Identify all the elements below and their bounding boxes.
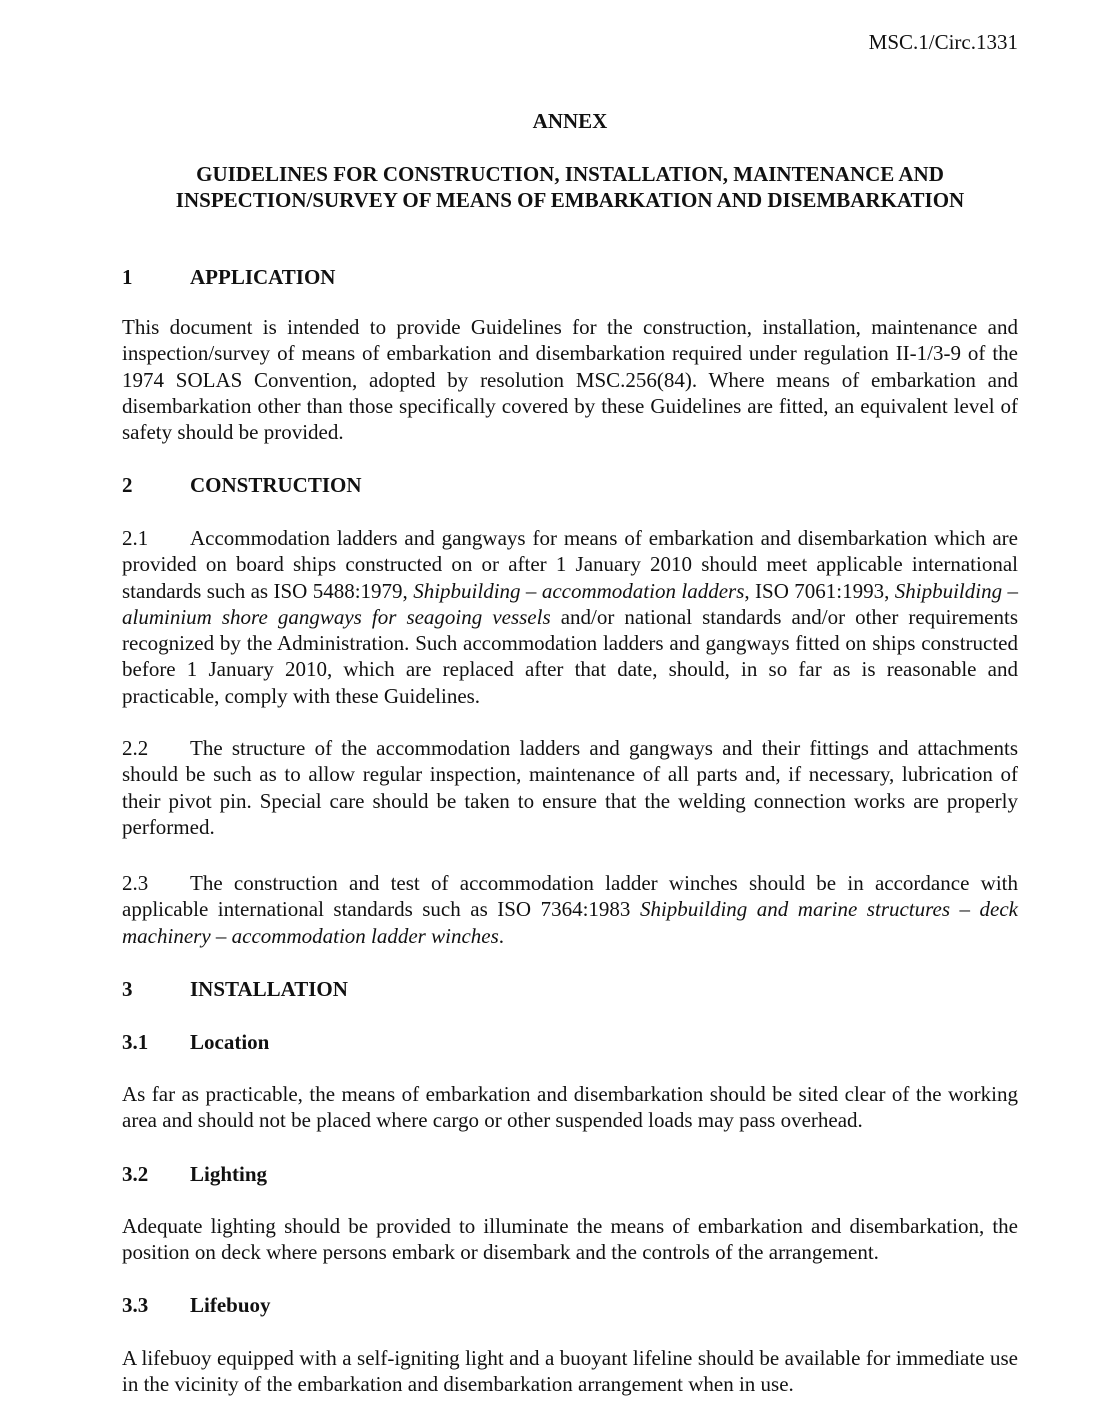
paragraph-2-1 bbox=[122, 525, 1018, 709]
section-title: INSTALLATION bbox=[190, 977, 348, 1001]
standard-title: Shipbuilding – aluminium shore gangways for seagoing vessels bbox=[122, 578, 1018, 629]
subsection-3-2-paragraph: Adequate lighting should be provided to illuminate the means of embarkation and disembarkation, the position on deck where persons embark or disembark and the controls of the arrangement. bbox=[122, 1214, 1018, 1265]
subsection-3-1-paragraph: As far as practicable, the means of embarkation and disembarkation should be sited clear of the working area and should not be placed where cargo or other suspended loads may pass overhead. bbox=[122, 1082, 1018, 1133]
document-title-line-1: GUIDELINES FOR CONSTRUCTION, INSTALLATION, MAINTENANCE AND bbox=[196, 162, 944, 186]
section-number: 2 bbox=[122, 473, 133, 497]
subsection-3-3-paragraph: A lifebuoy equipped with a self-igniting light and a buoyant lifeline should be available for immediate use in the vicinity of the embarkation and disembarkation arrangement when in use. bbox=[122, 1346, 1018, 1397]
standard-title: Shipbuilding – accommodation ladders bbox=[413, 578, 745, 603]
section-3-heading bbox=[122, 977, 348, 1001]
subsection-3-1-heading bbox=[122, 1030, 269, 1054]
section-title: CONSTRUCTION bbox=[190, 473, 362, 497]
subsection-number: 3.3 bbox=[122, 1293, 149, 1317]
subsection-title: Location bbox=[190, 1030, 270, 1054]
subsection-number: 3.1 bbox=[122, 1030, 149, 1054]
paragraph-2-3 bbox=[122, 870, 1018, 949]
paragraph-number: 2.2 bbox=[122, 736, 149, 760]
paragraph-text: and/or national standards and/or other requirements recognized by the Administration. Such accommodation ladders and gangways fitted on ships constructed before 1 January 2010, which are replaced after that date, should, in so far as is reasonable and practicable, comply with these Guidelines. bbox=[122, 604, 1018, 708]
paragraph-text: , ISO 7061:1993, bbox=[744, 578, 895, 603]
paragraph-2-2 bbox=[122, 735, 1018, 840]
annex-label: ANNEX bbox=[532, 109, 608, 133]
section-number: 1 bbox=[122, 265, 133, 289]
paragraph-number: 2.1 bbox=[122, 526, 149, 550]
paragraph-text: Accommodation ladders and gangways for means of embarkation and disembarkation which are provided on board ships constructed on or after 1 January 2010 should meet applicable international standards such as ISO 5488:1979, bbox=[122, 526, 1018, 603]
section-1-paragraph: This document is intended to provide Guidelines for the construction, installation, maintenance and inspection/survey of means of embarkation and disembarkation required under regulation II-1/3-9 of the 1974 SOLAS Convention, adopted by resolution MSC.256(84). Where means of embarkation and disembarkation other than those specifically covered by these Guidelines are fitted, an equivalent level of safety should be provided. bbox=[122, 315, 1018, 445]
subsection-3-3-heading bbox=[122, 1293, 271, 1317]
section-number: 3 bbox=[122, 977, 133, 1001]
paragraph-text: The construction and test of accommodation ladder winches should be in accordance with applicable international standards such as ISO 7364:1983 bbox=[122, 871, 1018, 922]
subsection-number: 3.2 bbox=[122, 1162, 149, 1186]
section-title: APPLICATION bbox=[190, 265, 336, 289]
document-reference: MSC.1/Circ.1331 bbox=[868, 30, 1018, 54]
document-title-line-2: INSPECTION/SURVEY OF MEANS OF EMBARKATION AND DISEMBARKATION bbox=[175, 188, 965, 212]
paragraph-text: . bbox=[498, 923, 505, 948]
paragraph-text: The structure of the accommodation ladders and gangways and their fittings and attachments should be such as to allow regular inspection, maintenance of all parts and, if necessary, lubrication of their pivot pin. Special care should be taken to ensure that the welding connection works are properly performed. bbox=[122, 736, 1018, 839]
subsection-3-2-heading bbox=[122, 1162, 267, 1186]
subsection-title: Lighting bbox=[190, 1162, 268, 1186]
standard-title: Shipbuilding and marine structures – deck machinery – accommodation ladder winches bbox=[122, 897, 1019, 948]
section-1-heading bbox=[122, 265, 335, 289]
section-2-heading bbox=[122, 473, 362, 497]
document-title bbox=[0, 161, 1106, 213]
subsection-title: Lifebuoy bbox=[190, 1293, 271, 1317]
paragraph-number: 2.3 bbox=[122, 871, 149, 895]
